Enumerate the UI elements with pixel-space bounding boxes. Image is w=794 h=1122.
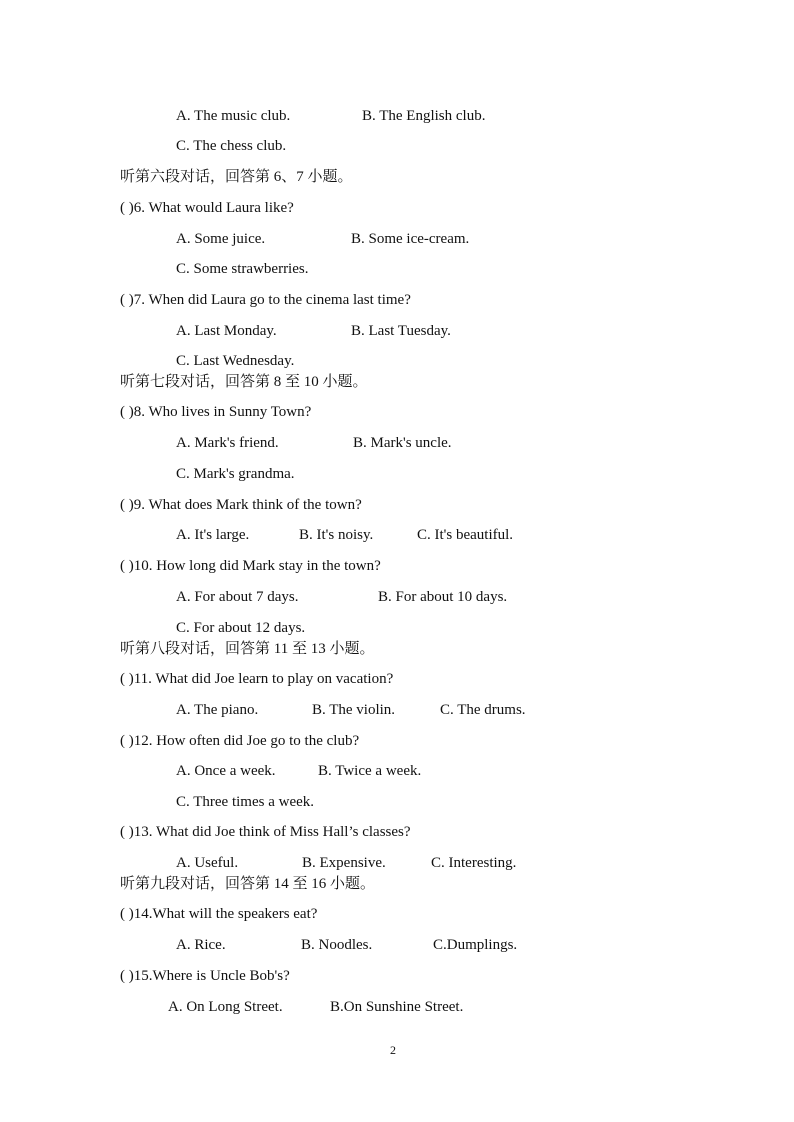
question-12: ( )12. How often did Joe go to the club? (120, 733, 360, 749)
option-b: B. Last Tuesday. (351, 323, 451, 339)
option-b: B. It's noisy. (299, 527, 374, 543)
option-a: A. Last Monday. (176, 323, 277, 339)
section-heading: 听第六段对话，回答第 6、7 小题。 (120, 169, 353, 185)
question-8: ( )8. Who lives in Sunny Town? (120, 404, 312, 420)
option-c: C. Some strawberries. (176, 261, 309, 277)
option-a: A. The piano. (176, 702, 259, 718)
option-a: A. Mark's friend. (176, 435, 279, 451)
option-a: A. The music club. (176, 108, 291, 124)
option-c: C. Interesting. (431, 855, 517, 871)
option-b: B. Expensive. (302, 855, 386, 871)
section-heading: 听第七段对话，回答第 8 至 10 小题。 (120, 374, 368, 390)
option-b: B. The violin. (312, 702, 396, 718)
option-c: C. The drums. (440, 702, 526, 718)
option-a: A. Rice. (176, 937, 226, 953)
option-c: C. Last Wednesday. (176, 353, 295, 369)
option-c: C. The chess club. (176, 138, 287, 154)
option-c: C. Three times a week. (176, 794, 315, 810)
question-10: ( )10. How long did Mark stay in the town? (120, 558, 381, 574)
section-heading: 听第九段对话，回答第 14 至 16 小题。 (120, 876, 376, 892)
option-b: B. Some ice-cream. (351, 231, 470, 247)
option-b: B. Noodles. (301, 937, 373, 953)
option-a: A. For about 7 days. (176, 589, 299, 605)
option-a: A. Once a week. (176, 763, 276, 779)
option-a: A. On Long Street. (168, 999, 283, 1015)
page-number: 2 (390, 1043, 396, 1057)
option-a: A. Useful. (176, 855, 239, 871)
option-c: C. It's beautiful. (417, 527, 514, 543)
question-15: ( )15.Where is Uncle Bob's? (120, 968, 290, 984)
option-c: C.Dumplings. (433, 937, 518, 953)
option-a: A. Some juice. (176, 231, 266, 247)
option-b: B. Twice a week. (318, 763, 422, 779)
option-b: B. Mark's uncle. (353, 435, 452, 451)
question-9: ( )9. What does Mark think of the town? (120, 497, 362, 513)
option-a: A. It's large. (176, 527, 250, 543)
option-b: B.On Sunshine Street. (330, 999, 464, 1015)
section-heading: 听第八段对话，回答第 11 至 13 小题。 (120, 641, 375, 657)
option-c: C. For about 12 days. (176, 620, 306, 636)
option-b: B. The English club. (362, 108, 486, 124)
question-6: ( )6. What would Laura like? (120, 200, 294, 216)
question-7: ( )7. When did Laura go to the cinema last time? (120, 292, 411, 308)
question-11: ( )11. What did Joe learn to play on vacation? (120, 671, 394, 687)
option-b: B. For about 10 days. (378, 589, 508, 605)
question-14: ( )14.What will the speakers eat? (120, 906, 318, 922)
option-c: C. Mark's grandma. (176, 466, 295, 482)
question-13: ( )13. What did Joe think of Miss Hall’s classes? (120, 824, 411, 840)
